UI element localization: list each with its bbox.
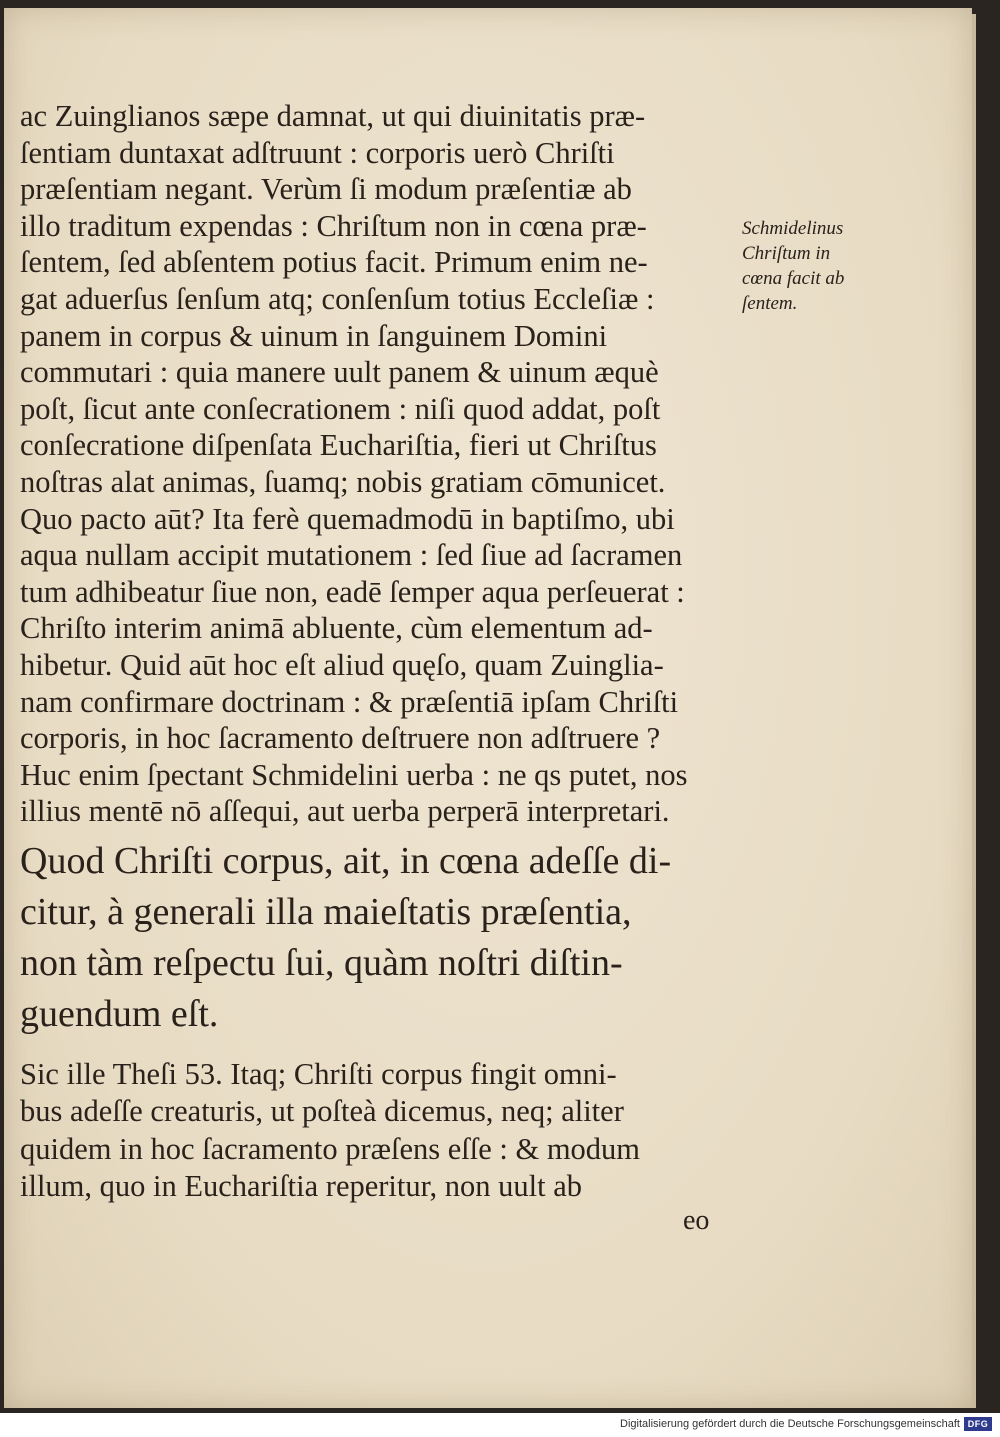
text-line: gat aduerſus ſenſum atq; conſenſum totius Eccleſiæ : [20,281,655,316]
text-line: bus adeſſe creaturis, ut poſteà dicemus, neq; aliter [20,1094,624,1129]
text-line: præſentiam negant. Verùm ſi modum præſentiæ ab [20,172,632,207]
footer-credit-text: Digitalisierung gefördert durch die Deutsche Forschungsgemeinschaft [620,1418,960,1430]
text-line: noſtras alat animas, ſuamq; nobis gratiam cōmunicet. [20,464,666,499]
text-line: ſentem, ſed abſentem potius facit. Primum enim ne- [20,245,648,280]
text-line: poſt, ſicut ante conſecrationem : niſi quod addat, poſt [20,391,661,426]
marginal-note-line: Schmidelinus [742,218,844,239]
text-line: ſentiam duntaxat adſtruunt : corporis uerò Chriſti [20,135,615,170]
text-line: Chriſto interim animā abluente, cùm elementum ad- [20,611,653,646]
page-edge [972,14,976,1408]
page-text-block [20,98,740,1206]
dfg-logo: DFG [964,1417,992,1431]
marginal-note [742,216,882,316]
text-line: tum adhibeatur ſiue non, eadē ſemper aqua perſeuerat : [20,574,685,609]
text-line: conſecratione diſpenſata Euchariſtia, fieri ut Chriſtus [20,428,657,463]
text-line: illum, quo in Euchariſtia reperitur, non uult ab [20,1169,583,1204]
text-line: panem in corpus & uinum in ſanguinem Domini [20,318,608,353]
text-line: nam confirmare doctrinam : & præſentiā ipſam Chriſti [20,684,679,719]
text-line: quidem in hoc ſacramento præſens eſſe : & modum [20,1131,641,1166]
quote-line: Quod Chriſti corpus, ait, in cœna adeſſe di- [20,839,672,882]
text-line: illo traditum expendas : Chriſtum non in cœna præ- [20,208,647,243]
marginal-note-line: cœna facit ab [742,268,845,289]
quote-line: citur, à generali illa maieſtatis præſentia, [20,890,632,933]
marginal-note-line: Chriſtum in [742,243,831,264]
text-line: commutari : quia manere uult panem & uinum æquè [20,355,659,390]
text-line: Quo pacto aūt? Ita ferè quemadmodū in baptiſmo, ubi [20,501,675,536]
quote-line: non tàm reſpectu ſui, quàm noſtri diſtin- [20,941,623,984]
text-line: Huc enim ſpectant Schmidelini uerba : ne qs putet, nos [20,757,688,792]
quotation-paragraph [20,836,740,1040]
body-paragraph [20,98,740,830]
text-line: Sic ille Theſi 53. Itaq; Chriſti corpus fingit omni- [20,1056,617,1091]
text-line: illius mentē nō aſſequi, aut uerba perperā interpretari. [20,794,670,829]
text-line: corporis, in hoc ſacramento deſtruere non adſtruere ? [20,721,661,756]
text-line: ac Zuinglianos sæpe damnat, ut qui diuinitatis præ- [20,99,646,133]
quote-line: guendum eſt. [20,992,219,1035]
text-line: hibetur. Quid aūt hoc eſt aliud quęſo, quam Zuinglia- [20,647,664,682]
closing-paragraph [20,1056,740,1206]
marginal-note-line: ſentem. [742,293,798,314]
footer-bar [0,1413,1000,1437]
catchword: eo [683,1205,710,1236]
text-line: aqua nullam accipit mutationem : ſed ſiue ad ſacramen [20,538,683,573]
